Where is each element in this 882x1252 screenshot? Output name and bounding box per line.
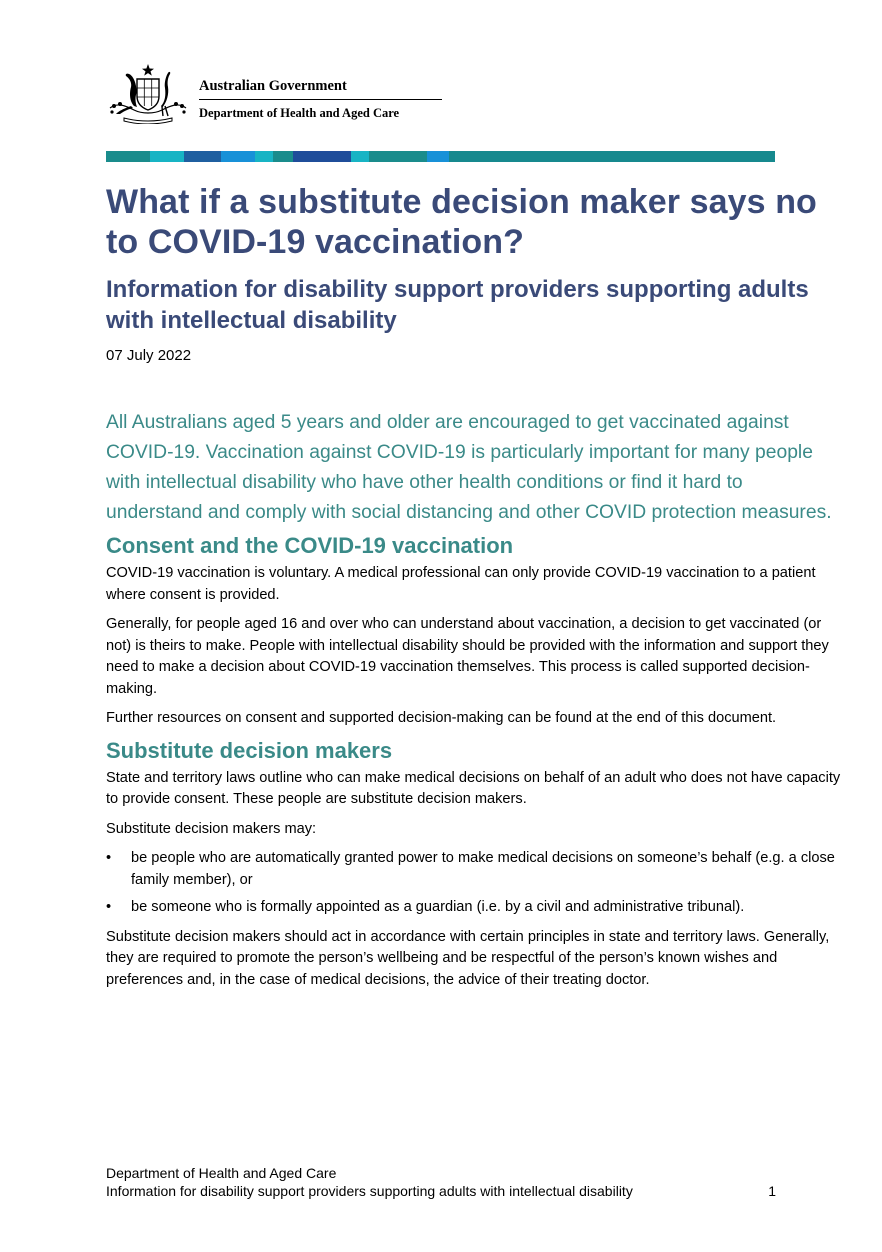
stripe-segment [427,151,449,162]
decorative-stripe [106,151,775,162]
government-name: Australian Government [199,78,347,94]
stripe-segment [184,151,221,162]
coat-of-arms-icon [104,62,192,124]
bullet-icon: • [106,899,112,915]
publication-date: 07 July 2022 [106,347,192,364]
page-title: What if a substitute decision maker says no to COVID-19 vaccination? [106,183,817,261]
consent-paragraph-2: Generally, for people aged 16 and over who can understand about vaccination, a decision to get vaccinated (or not) is theirs to make. People with intellectual disability should be provided with the information and support they need to make a decision about COVID-19 vaccination themselves. This process is called supported decision-making. [106,616,829,697]
footer-document-title: Information for disability support providers supporting adults with intellectual disability [106,1183,633,1199]
stripe-segment [293,151,351,162]
substitute-paragraph-3: Substitute decision makers should act in accordance with certain principles in state and territory laws. Generally, they are required to promote the person’s wellbeing and be respectful of the person’s known wishes and preferences and, in the case of medical decisions, the advice of their treating doctor. [106,928,830,988]
page-number: 1 [768,1183,776,1199]
consent-paragraph-1: COVID-19 vaccination is voluntary. A medical professional can only provide COVID-19 vaccination to a patient where consent is provided. [106,565,816,603]
footer-department: Department of Health and Aged Care [106,1165,337,1181]
consent-paragraph-3: Further resources on consent and supported decision-making can be found at the end of this document. [106,710,777,726]
stripe-segment [221,151,255,162]
stripe-segment [150,151,184,162]
logo-divider [199,99,442,100]
list-item-text: be people who are automatically granted power to make medical decisions on someone’s behalf (e.g. a close family member), or [131,850,835,888]
stripe-segment [106,151,150,162]
section-heading-consent: Consent and the COVID-19 vaccination [106,533,514,558]
stripe-segment [255,151,273,162]
stripe-segment [351,151,369,162]
bullet-icon: • [106,850,112,866]
intro-paragraph: All Australians aged 5 years and older are encouraged to get vaccinated against COVID-19. Vaccination against COVID-19 is particularly important for many people with intellectual disability who have other health conditions or find it hard to understand and comply with social distancing and other COVID protection measures. [106,412,832,523]
list-item [106,848,841,891]
stripe-segment [273,151,293,162]
department-name: Department of Health and Aged Care [199,106,400,120]
list-item [106,897,841,919]
substitute-paragraph-2: Substitute decision makers may: [106,820,317,837]
government-logo [104,62,444,126]
substitute-list [106,848,841,919]
substitute-paragraph-1: State and territory laws outline who can make medical decisions on behalf of an adult who does not have capacity to provide consent. These people are substitute decision makers. [106,769,841,807]
stripe-segment [449,151,775,162]
list-item-text: be someone who is formally appointed as a guardian (i.e. by a civil and administrative tribunal). [131,899,745,915]
section-heading-substitute: Substitute decision makers [106,737,393,763]
page-footer [106,1164,776,1200]
stripe-segment [369,151,427,162]
page-subtitle: Information for disability support providers supporting adults with intellectual disability [106,276,809,334]
document-body [106,182,841,991]
